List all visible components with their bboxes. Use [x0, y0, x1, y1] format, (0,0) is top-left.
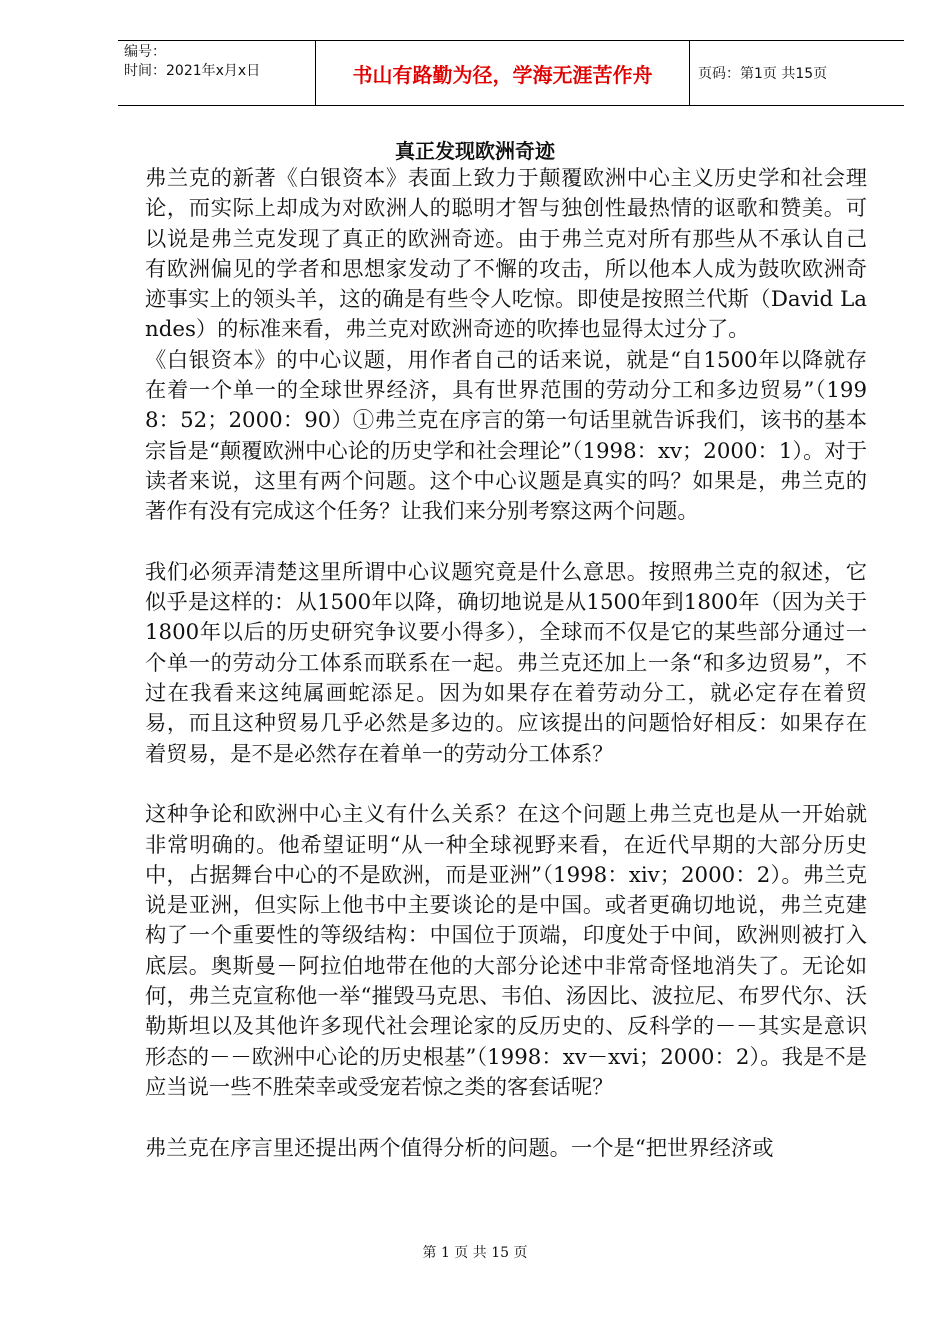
page-footer: 第 1 页 共 15 页: [422, 1245, 528, 1261]
document-body: [145, 164, 867, 1164]
paragraph: 弗兰克在序言里还提出两个值得分析的问题。一个是“把世界经济或: [145, 1135, 774, 1161]
document-time: 时间：2021年x月x日: [124, 63, 261, 79]
blank-line: [145, 1103, 867, 1133]
page-header: [118, 40, 904, 106]
blank-line: [145, 528, 867, 558]
paragraph: 弗兰克的新著《白银资本》表面上致力于颠覆欧洲中心主义历史学和社会理论，而实际上却成为对欧洲人的聪明才智与独创性最热情的讴歌和赞美。可以说是弗兰克发现了真正的欧洲奇迹。由于弗兰克对所有那些从不承认自己有欧洲偏见的学者和思想家发动了不懈的攻击，所以他本人成为鼓吹欧洲奇迹事实上的领头羊，这的确是有些令人吃惊。即使是按照兰代斯（David Landes）的标准来看，弗兰克对欧洲奇迹的吹捧也显得太过分了。: [145, 166, 867, 343]
header-motto: 书山有路勤为径，学海无涯苦作舟: [316, 41, 690, 105]
blank-line: [145, 770, 867, 800]
header-page-info: 页码：第1页 共15页: [698, 66, 828, 82]
document-title: 真正发现欧洲奇迹: [395, 139, 555, 163]
document-number: 编号：: [124, 44, 166, 60]
paragraph: 《白银资本》的中心议题，用作者自己的话来说，就是“自1500年以降就存在着一个单一的全球世界经济，具有世界范围的劳动分工和多边贸易”（1998：52；2000：90）①弗兰克在序言的第一句话里就告诉我们，该书的基本宗旨是“颠覆欧洲中心论的历史学和社会理论”（1998：xv；2000：1）。对于读者来说，这里有两个问题。这个中心议题是真实的吗？如果是，弗兰克的著作有没有完成这个任务？让我们来分别考察这两个问题。: [145, 347, 867, 525]
paragraph: 我们必须弄清楚这里所谓中心议题究竟是什么意思。按照弗兰克的叙述，它似乎是这样的：从1500年以降，确切地说是从1500年到1800年（因为关于1800年以后的历史研究争议要小得多），全球而不仅是它的某些部分通过一个单一的劳动分工体系而联系在一起。弗兰克还加上一条“和多边贸易”，不过在我看来这纯属画蛇添足。因为如果存在着劳动分工，就必定存在着贸易，而且这种贸易几乎必然是多边的。应该提出的问题恰好相反：如果存在着贸易，是不是必然存在着单一的劳动分工体系？: [145, 559, 867, 767]
paragraph: 这种争论和欧洲中心主义有什么关系？在这个问题上弗兰克也是从一开始就非常明确的。他希望证明“从一种全球视野来看，在近代早期的大部分历史中，占据舞台中心的不是欧洲，而是亚洲”（1998：xiv；2000：2）。弗兰克说是亚洲，但实际上他书中主要谈论的是中国。或者更确切地说，弗兰克建构了一个重要性的等级结构：中国位于顶端，印度处于中间，欧洲则被打入底层。奥斯曼－阿拉伯地带在他的大部分论述中非常奇怪地消失了。无论如何，弗兰克宣称他一举“摧毁马克思、韦伯、汤因比、波拉尼、布罗代尔、沃勒斯坦以及其他许多现代社会理论家的反历史的、反科学的－－其实是意识形态的－－欧洲中心论的历史根基”（1998：xv－xvi；2000：2）。我是不是应当说一些不胜荣幸或受宠若惊之类的客套话呢？: [145, 802, 867, 1100]
header-meta: [118, 41, 316, 105]
